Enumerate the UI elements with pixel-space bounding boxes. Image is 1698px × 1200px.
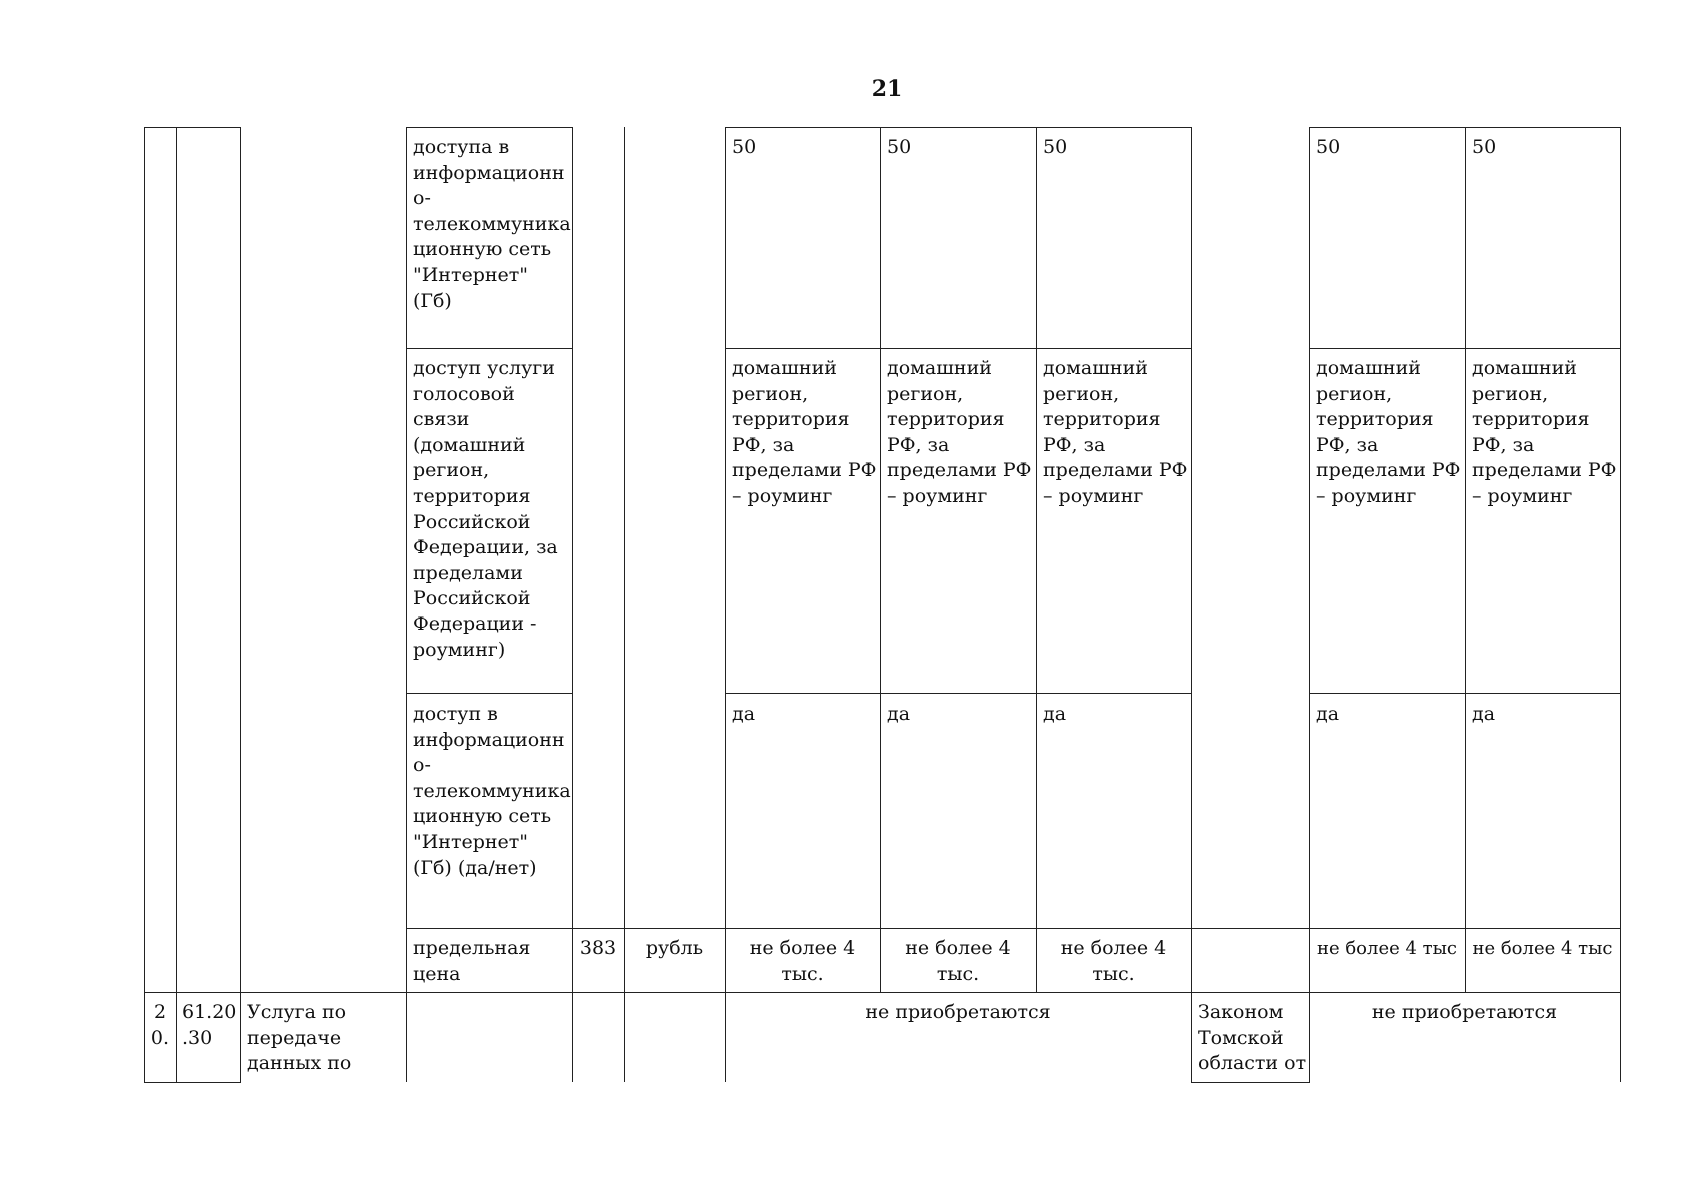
row-divider [1309, 348, 1620, 349]
column-divider [1191, 127, 1192, 1083]
table-border-top [144, 127, 240, 128]
value-price-limit-5: не более 4 тыс [1472, 938, 1613, 959]
row-label-internet-access: доступ в информационн о- телекоммуника ционную сеть "Интернет" (Гб) (да/нет) [413, 703, 571, 879]
value-price-limit-1: не более 4 тыс. [749, 937, 856, 985]
item-20-law-reference: Законом Томской области от [1198, 1001, 1307, 1075]
column-divider [176, 127, 177, 1083]
value-internet-access-3: да [1043, 703, 1067, 725]
item-20-not-purchased-left: не приобретаются [865, 1001, 1051, 1023]
value-voice-access-5: домашний регион, территория РФ, за пределами РФ – роуминг [1472, 357, 1617, 507]
value-internet-access-1: да [732, 703, 756, 725]
column-divider [406, 127, 407, 1082]
value-internet-volume-5: 50 [1472, 136, 1497, 158]
value-internet-volume-4: 50 [1316, 136, 1341, 158]
row-divider [406, 348, 572, 349]
table-border-left [144, 127, 145, 1083]
table-border-bottom [144, 1082, 240, 1083]
price-limit-unit: рубль [645, 937, 704, 959]
value-price-limit-4: не более 4 тыс [1316, 938, 1458, 959]
value-internet-volume-1: 50 [732, 136, 757, 158]
row-divider [725, 348, 1191, 349]
table-border-top [1309, 127, 1620, 128]
value-voice-access-4: домашний регион, территория РФ, за пределами РФ – роуминг [1316, 357, 1461, 507]
table-border-top [725, 127, 1191, 128]
value-voice-access-1: домашний регион, территория РФ, за пределами РФ – роуминг [732, 357, 877, 507]
table-border-top [406, 127, 572, 128]
row-divider [144, 992, 1620, 993]
item-20-okpd-code: 61.20 .30 [182, 1001, 237, 1049]
column-divider [1465, 127, 1466, 993]
row-divider [406, 928, 1620, 929]
row-label-internet-volume: доступа в информационн о- телекоммуника ционную сеть "Интернет" (Гб) [413, 136, 571, 312]
value-voice-access-3: домашний регион, территория РФ, за пределами РФ – роуминг [1043, 357, 1188, 507]
item-20-number: 2 0. [150, 1001, 170, 1049]
value-price-limit-3: не более 4 тыс. [1060, 937, 1167, 985]
value-internet-volume-3: 50 [1043, 136, 1068, 158]
column-divider [240, 127, 241, 1083]
value-internet-volume-2: 50 [887, 136, 912, 158]
value-internet-access-2: да [887, 703, 911, 725]
column-divider [880, 127, 881, 993]
row-divider [1309, 693, 1620, 694]
page-number: 21 [871, 76, 903, 102]
value-internet-access-4: да [1316, 703, 1340, 725]
value-price-limit-2: не более 4 тыс. [905, 937, 1011, 985]
table-border-bottom [1191, 1082, 1309, 1083]
value-voice-access-2: домашний регион, территория РФ, за пределами РФ – роуминг [887, 357, 1032, 507]
price-limit-code: 383 [579, 937, 617, 959]
row-label-voice-access: доступ услуги голосовой связи (домашний регион, территория Российской Федерации, за пределами Российской Федерации - роуминг) [413, 357, 558, 661]
table-border-right [1620, 127, 1621, 1082]
item-20-name: Услуга по передаче данных по [247, 1001, 352, 1075]
item-20-not-purchased-right: не приобретаются [1371, 1001, 1558, 1023]
row-label-price-limit: предельная цена [413, 937, 531, 985]
row-divider [725, 693, 1191, 694]
column-divider [1036, 127, 1037, 993]
value-internet-access-5: да [1472, 703, 1496, 725]
row-divider [406, 693, 572, 694]
